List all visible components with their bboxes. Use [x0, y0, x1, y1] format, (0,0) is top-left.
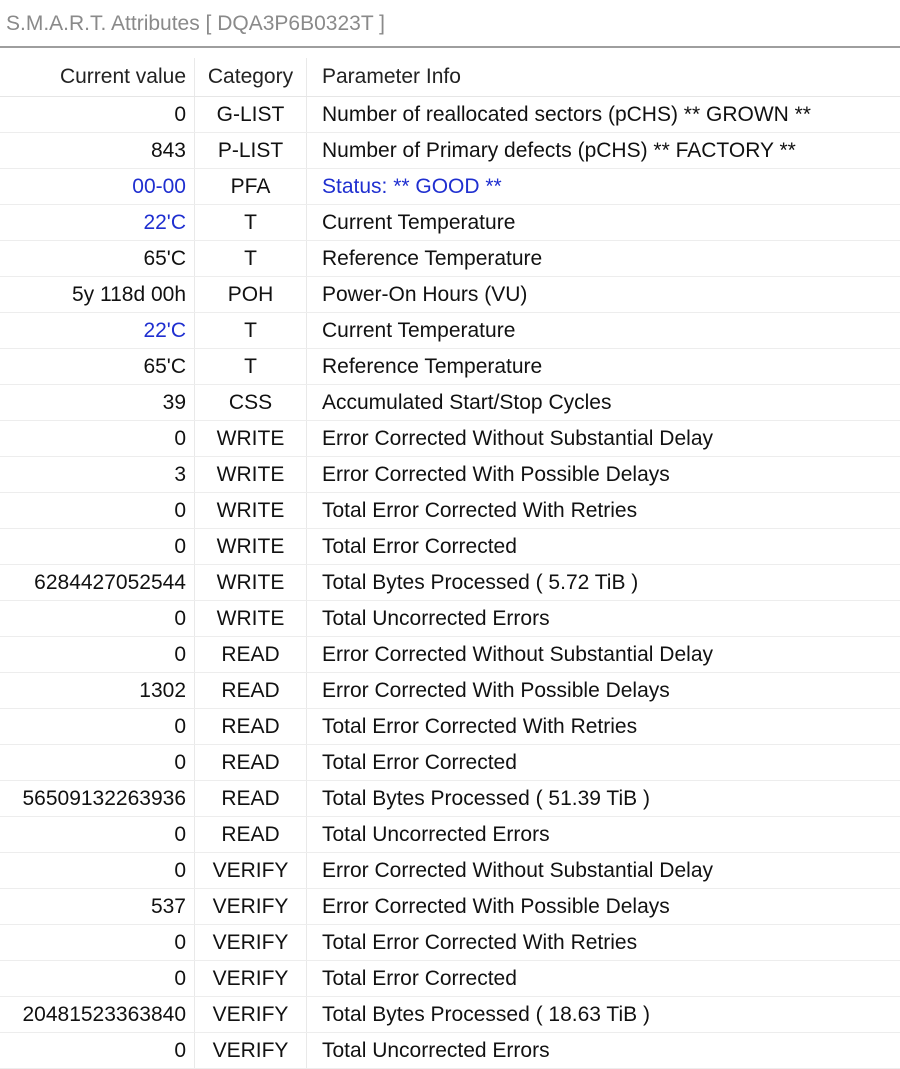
table-row[interactable]: [0, 385, 900, 421]
cell-current-value: 0: [0, 97, 195, 132]
cell-parameter-info: Total Bytes Processed ( 5.72 TiB ): [322, 571, 639, 594]
cell-category: VERIFY: [195, 889, 307, 924]
cell-category: WRITE: [195, 601, 307, 636]
cell-current-value: 22'C: [0, 313, 195, 348]
cell-current-value: 20481523363840: [0, 997, 195, 1032]
cell-parameter-info: Reference Temperature: [322, 247, 543, 270]
table-row[interactable]: [0, 565, 900, 601]
table-row[interactable]: [0, 205, 900, 241]
table-row[interactable]: [0, 961, 900, 997]
cell-category: READ: [195, 817, 307, 852]
table-row[interactable]: [0, 421, 900, 457]
cell-parameter-info: Total Bytes Processed ( 51.39 TiB ): [322, 787, 650, 810]
cell-parameter-info: Reference Temperature: [322, 355, 543, 378]
table-row[interactable]: [0, 709, 900, 745]
cell-category: PFA: [195, 169, 307, 204]
cell-category: READ: [195, 637, 307, 672]
table-row[interactable]: [0, 781, 900, 817]
cell-category: READ: [195, 781, 307, 816]
cell-parameter-info: Status: ** GOOD **: [322, 175, 502, 198]
table-row[interactable]: [0, 637, 900, 673]
smart-attributes-table: [0, 58, 900, 1069]
cell-current-value: 1302: [0, 673, 195, 708]
cell-parameter-info: Total Uncorrected Errors: [322, 607, 550, 630]
cell-current-value: 3: [0, 457, 195, 492]
table-row[interactable]: [0, 133, 900, 169]
table-header: [0, 58, 900, 97]
cell-parameter-info: Error Corrected Without Substantial Delay: [322, 427, 713, 450]
cell-parameter-info: Error Corrected With Possible Delays: [322, 463, 670, 486]
cell-category: VERIFY: [195, 925, 307, 960]
cell-parameter-info: Power-On Hours (VU): [322, 283, 528, 306]
cell-current-value: 22'C: [0, 205, 195, 240]
cell-category: READ: [195, 745, 307, 780]
cell-category: READ: [195, 709, 307, 744]
cell-category: T: [195, 205, 307, 240]
cell-category: POH: [195, 277, 307, 312]
cell-category: CSS: [195, 385, 307, 420]
cell-parameter-info: Total Error Corrected With Retries: [322, 499, 638, 522]
cell-parameter-info: Error Corrected With Possible Delays: [322, 679, 670, 702]
cell-current-value: 00-00: [0, 169, 195, 204]
cell-category: T: [195, 241, 307, 276]
table-row[interactable]: [0, 853, 900, 889]
cell-current-value: 5y 118d 00h: [0, 277, 195, 312]
cell-current-value: 0: [0, 961, 195, 996]
cell-current-value: 843: [0, 133, 195, 168]
table-row[interactable]: [0, 97, 900, 133]
table-row[interactable]: [0, 529, 900, 565]
cell-parameter-info: Total Uncorrected Errors: [322, 1039, 550, 1062]
cell-parameter-info: Total Error Corrected: [322, 967, 517, 990]
table-row[interactable]: [0, 745, 900, 781]
cell-parameter-info: Error Corrected With Possible Delays: [322, 895, 670, 918]
column-header-current-value[interactable]: Current value: [0, 58, 195, 96]
table-row[interactable]: [0, 457, 900, 493]
column-header-category[interactable]: Category: [195, 58, 307, 96]
cell-current-value: 537: [0, 889, 195, 924]
cell-parameter-info: Total Uncorrected Errors: [322, 823, 550, 846]
cell-category: P-LIST: [195, 133, 307, 168]
cell-category: WRITE: [195, 565, 307, 600]
cell-category: VERIFY: [195, 1033, 307, 1068]
table-row[interactable]: [0, 277, 900, 313]
table-row[interactable]: [0, 241, 900, 277]
cell-parameter-info: Current Temperature: [322, 211, 516, 234]
cell-current-value: 0: [0, 601, 195, 636]
cell-parameter-info: Number of Primary defects (pCHS) ** FACTORY **: [322, 139, 796, 162]
cell-parameter-info: Total Error Corrected: [322, 751, 517, 774]
cell-current-value: 0: [0, 709, 195, 744]
cell-current-value: 65'C: [0, 241, 195, 276]
cell-category: WRITE: [195, 529, 307, 564]
table-row[interactable]: [0, 817, 900, 853]
cell-category: READ: [195, 673, 307, 708]
cell-parameter-info: Error Corrected Without Substantial Delay: [322, 859, 713, 882]
cell-category: T: [195, 313, 307, 348]
table-row[interactable]: [0, 601, 900, 637]
cell-parameter-info: Total Error Corrected With Retries: [322, 715, 638, 738]
table-row[interactable]: [0, 169, 900, 205]
cell-parameter-info: Error Corrected Without Substantial Delay: [322, 643, 713, 666]
cell-current-value: 0: [0, 745, 195, 780]
cell-current-value: 0: [0, 817, 195, 852]
cell-current-value: 0: [0, 853, 195, 888]
table-row[interactable]: [0, 925, 900, 961]
cell-current-value: 56509132263936: [0, 781, 195, 816]
cell-category: WRITE: [195, 457, 307, 492]
cell-current-value: 0: [0, 493, 195, 528]
cell-category: G-LIST: [195, 97, 307, 132]
cell-current-value: 0: [0, 421, 195, 456]
cell-parameter-info: Current Temperature: [322, 319, 516, 342]
table-row[interactable]: [0, 673, 900, 709]
cell-category: VERIFY: [195, 853, 307, 888]
cell-current-value: 65'C: [0, 349, 195, 384]
cell-category: T: [195, 349, 307, 384]
cell-parameter-info: Total Error Corrected With Retries: [322, 931, 638, 954]
cell-current-value: 0: [0, 529, 195, 564]
cell-parameter-info: Total Bytes Processed ( 18.63 TiB ): [322, 1003, 650, 1026]
table-row[interactable]: [0, 1033, 900, 1069]
cell-current-value: 6284427052544: [0, 565, 195, 600]
table-row[interactable]: [0, 493, 900, 529]
panel-title: S.M.A.R.T. Attributes [ DQA3P6B0323T ]: [0, 0, 900, 48]
cell-current-value: 39: [0, 385, 195, 420]
cell-category: WRITE: [195, 493, 307, 528]
table-row[interactable]: [0, 997, 900, 1033]
cell-parameter-info: Accumulated Start/Stop Cycles: [322, 391, 612, 414]
cell-parameter-info: Number of reallocated sectors (pCHS) ** GROWN **: [322, 103, 811, 126]
cell-current-value: 0: [0, 1033, 195, 1068]
cell-current-value: 0: [0, 637, 195, 672]
cell-current-value: 0: [0, 925, 195, 960]
column-header-parameter-info[interactable]: Parameter Info: [322, 65, 461, 88]
table-row[interactable]: [0, 313, 900, 349]
table-body: [0, 97, 900, 1069]
cell-category: VERIFY: [195, 961, 307, 996]
cell-parameter-info: Total Error Corrected: [322, 535, 517, 558]
table-row[interactable]: [0, 889, 900, 925]
cell-category: VERIFY: [195, 997, 307, 1032]
cell-category: WRITE: [195, 421, 307, 456]
table-row[interactable]: [0, 349, 900, 385]
